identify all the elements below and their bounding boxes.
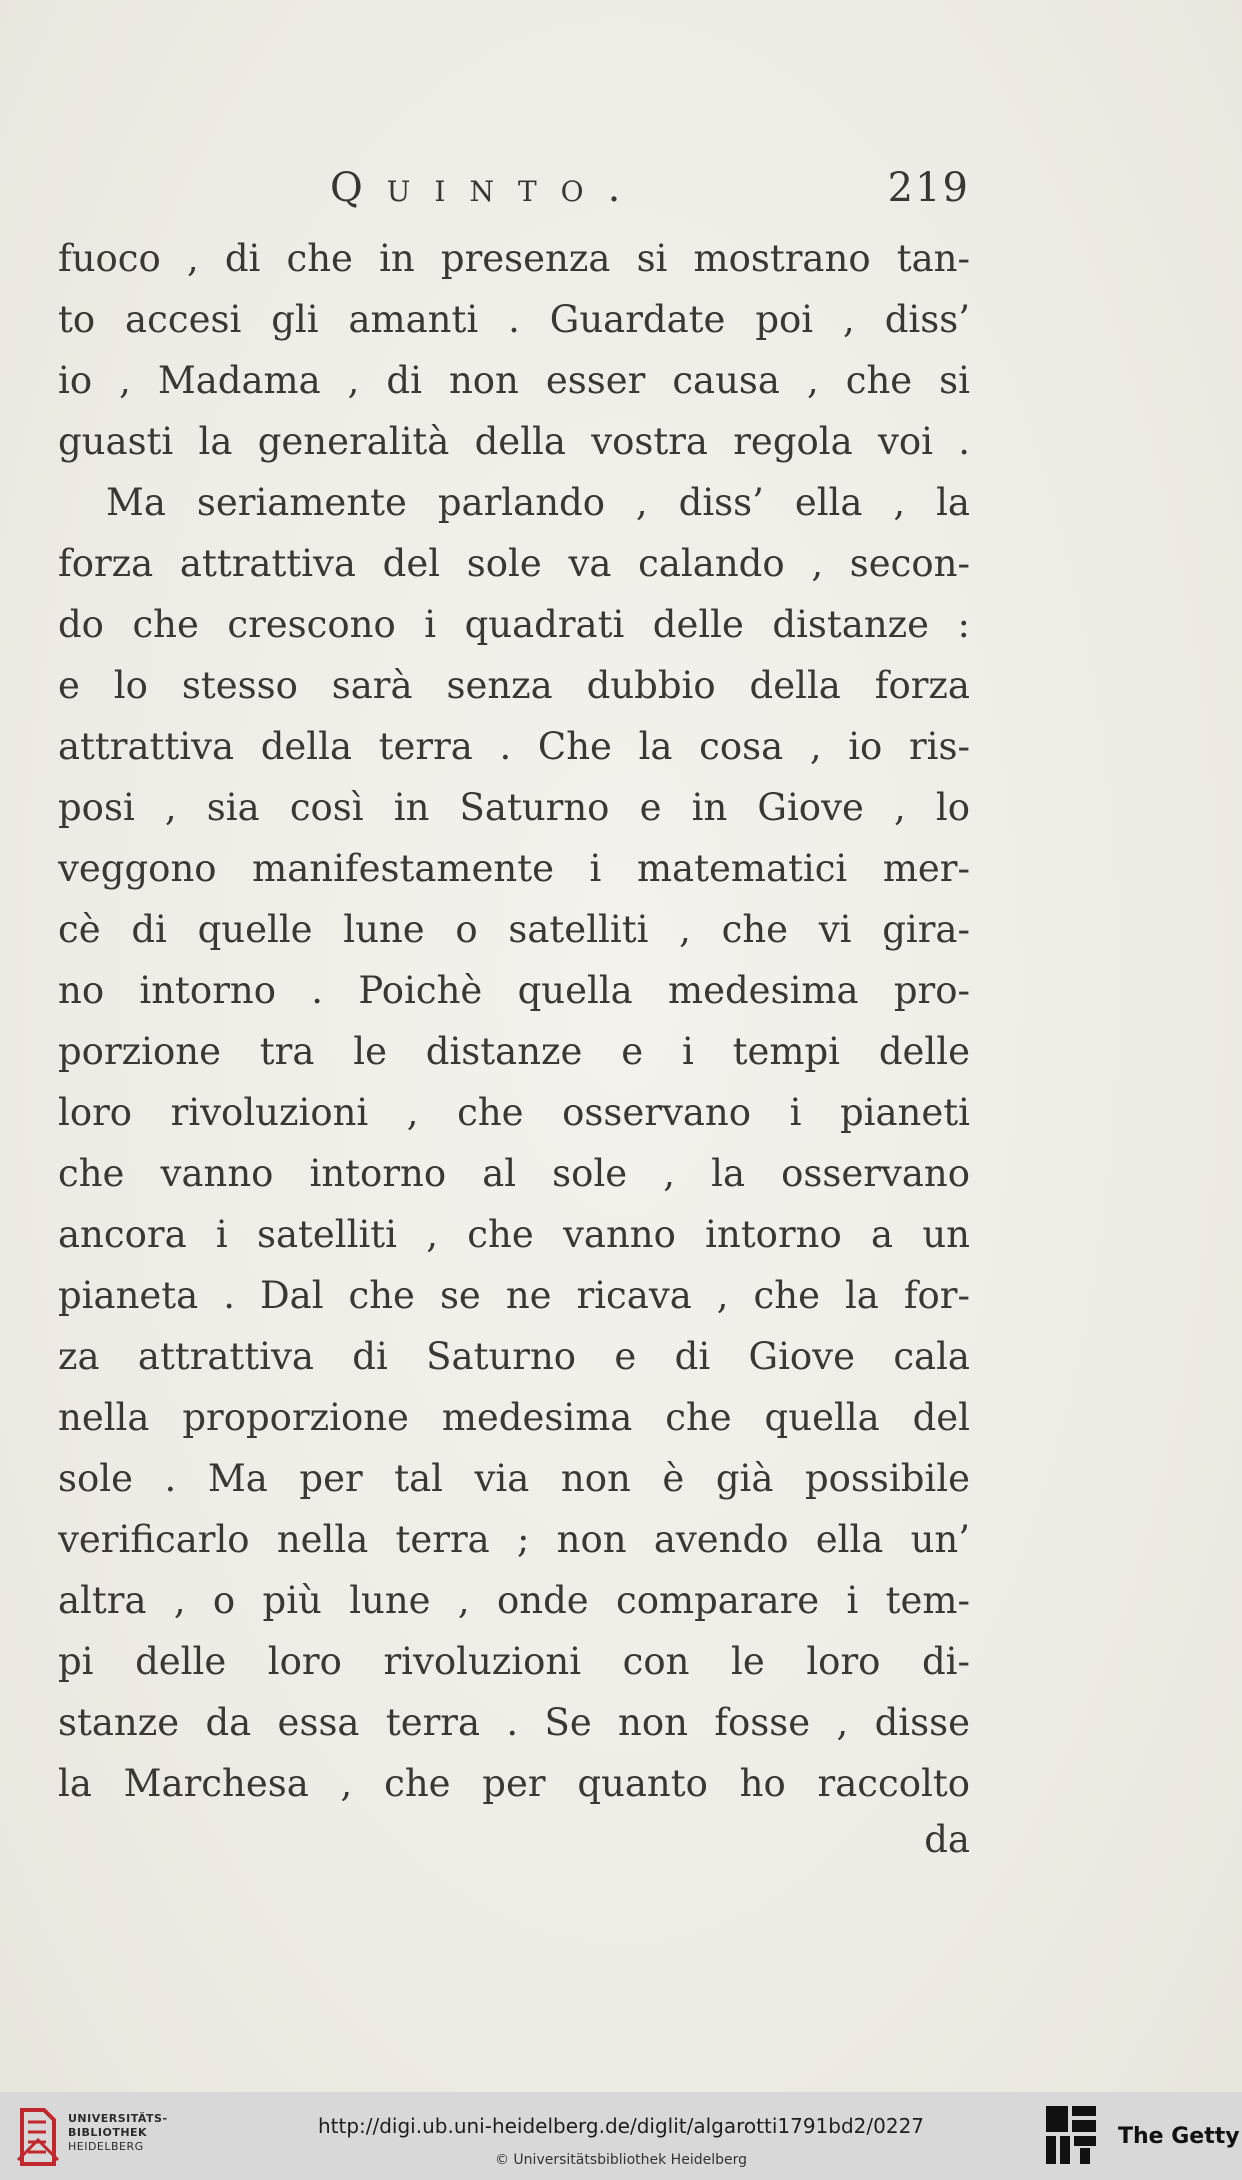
text-line: la Marchesa , che per quanto ho raccolto: [58, 1762, 970, 1805]
getty-logo-icon: [1044, 2104, 1098, 2166]
library-name-line: BIBLIOTHEK: [68, 2126, 148, 2139]
text-line: sole . Ma per tal via non è già possibile: [58, 1457, 970, 1500]
library-name-line: UNIVERSITÄTS-: [68, 2112, 168, 2125]
text-line: ancora i satelliti , che vanno intorno a un: [58, 1213, 970, 1256]
text-line: do che crescono i quadrati delle distanze :: [58, 603, 970, 646]
text-line: za attrattiva di Saturno e di Giove cala: [58, 1335, 970, 1378]
footer-bar: [0, 2092, 1242, 2180]
text-line: nella proporzione medesima che quella del: [58, 1396, 970, 1439]
text-line: porzione tra le distanze e i tempi delle: [58, 1030, 970, 1073]
text-line: cè di quelle lune o satelliti , che vi gira-: [58, 908, 970, 951]
running-head: [58, 165, 970, 225]
body-text: [58, 228, 970, 1814]
text-line: posi , sia così in Saturno e in Giove , lo: [58, 786, 970, 829]
permalink-url[interactable]: http://digi.ub.uni-heidelberg.de/diglit/algarotti1791bd2/0227: [317, 2114, 925, 2138]
text-line: pi delle loro rivoluzioni con le loro di-: [58, 1640, 970, 1683]
text-line: stanze da essa terra . Se non fosse , disse: [58, 1701, 970, 1744]
text-line: e lo stesso sarà senza dubbio della forza: [58, 664, 970, 707]
text-line: fuoco , di che in presenza si mostrano tan-: [58, 237, 970, 280]
text-line: loro rivoluzioni , che osservano i pianeti: [58, 1091, 970, 1134]
text-line: che vanno intorno al sole , la osservano: [58, 1152, 970, 1195]
running-title: Quinto.: [330, 165, 645, 211]
text-line: altra , o più lune , onde comparare i tem-: [58, 1579, 970, 1622]
text-line: veggono manifestamente i matematici mer-: [58, 847, 970, 890]
text-line: forza attrattiva del sole va calando , secon-: [58, 542, 970, 585]
text-line: io , Madama , di non esser causa , che si: [58, 359, 970, 402]
catchword: da: [924, 1818, 970, 1861]
text-line: to accesi gli amanti . Guardate poi , diss’: [58, 298, 970, 341]
text-line: pianeta . Dal che se ne ricava , che la for-: [58, 1274, 970, 1317]
page-number: 219: [887, 165, 970, 211]
text-line-paragraph-start: Ma seriamente parlando , diss’ ella , la: [106, 481, 970, 524]
copyright-notice: © Universitätsbibliothek Heidelberg: [494, 2152, 747, 2168]
text-line: verificarlo nella terra ; non avendo ella un’: [58, 1518, 970, 1561]
text-line: guasti la generalità della vostra regola voi .: [58, 420, 970, 463]
text-line: attrattiva della terra . Che la cosa , io ris-: [58, 725, 970, 768]
text-line: no intorno . Poichè quella medesima pro-: [58, 969, 970, 1012]
partner-name: The Getty: [1118, 2124, 1240, 2149]
library-name-line: HEIDELBERG: [68, 2140, 144, 2153]
